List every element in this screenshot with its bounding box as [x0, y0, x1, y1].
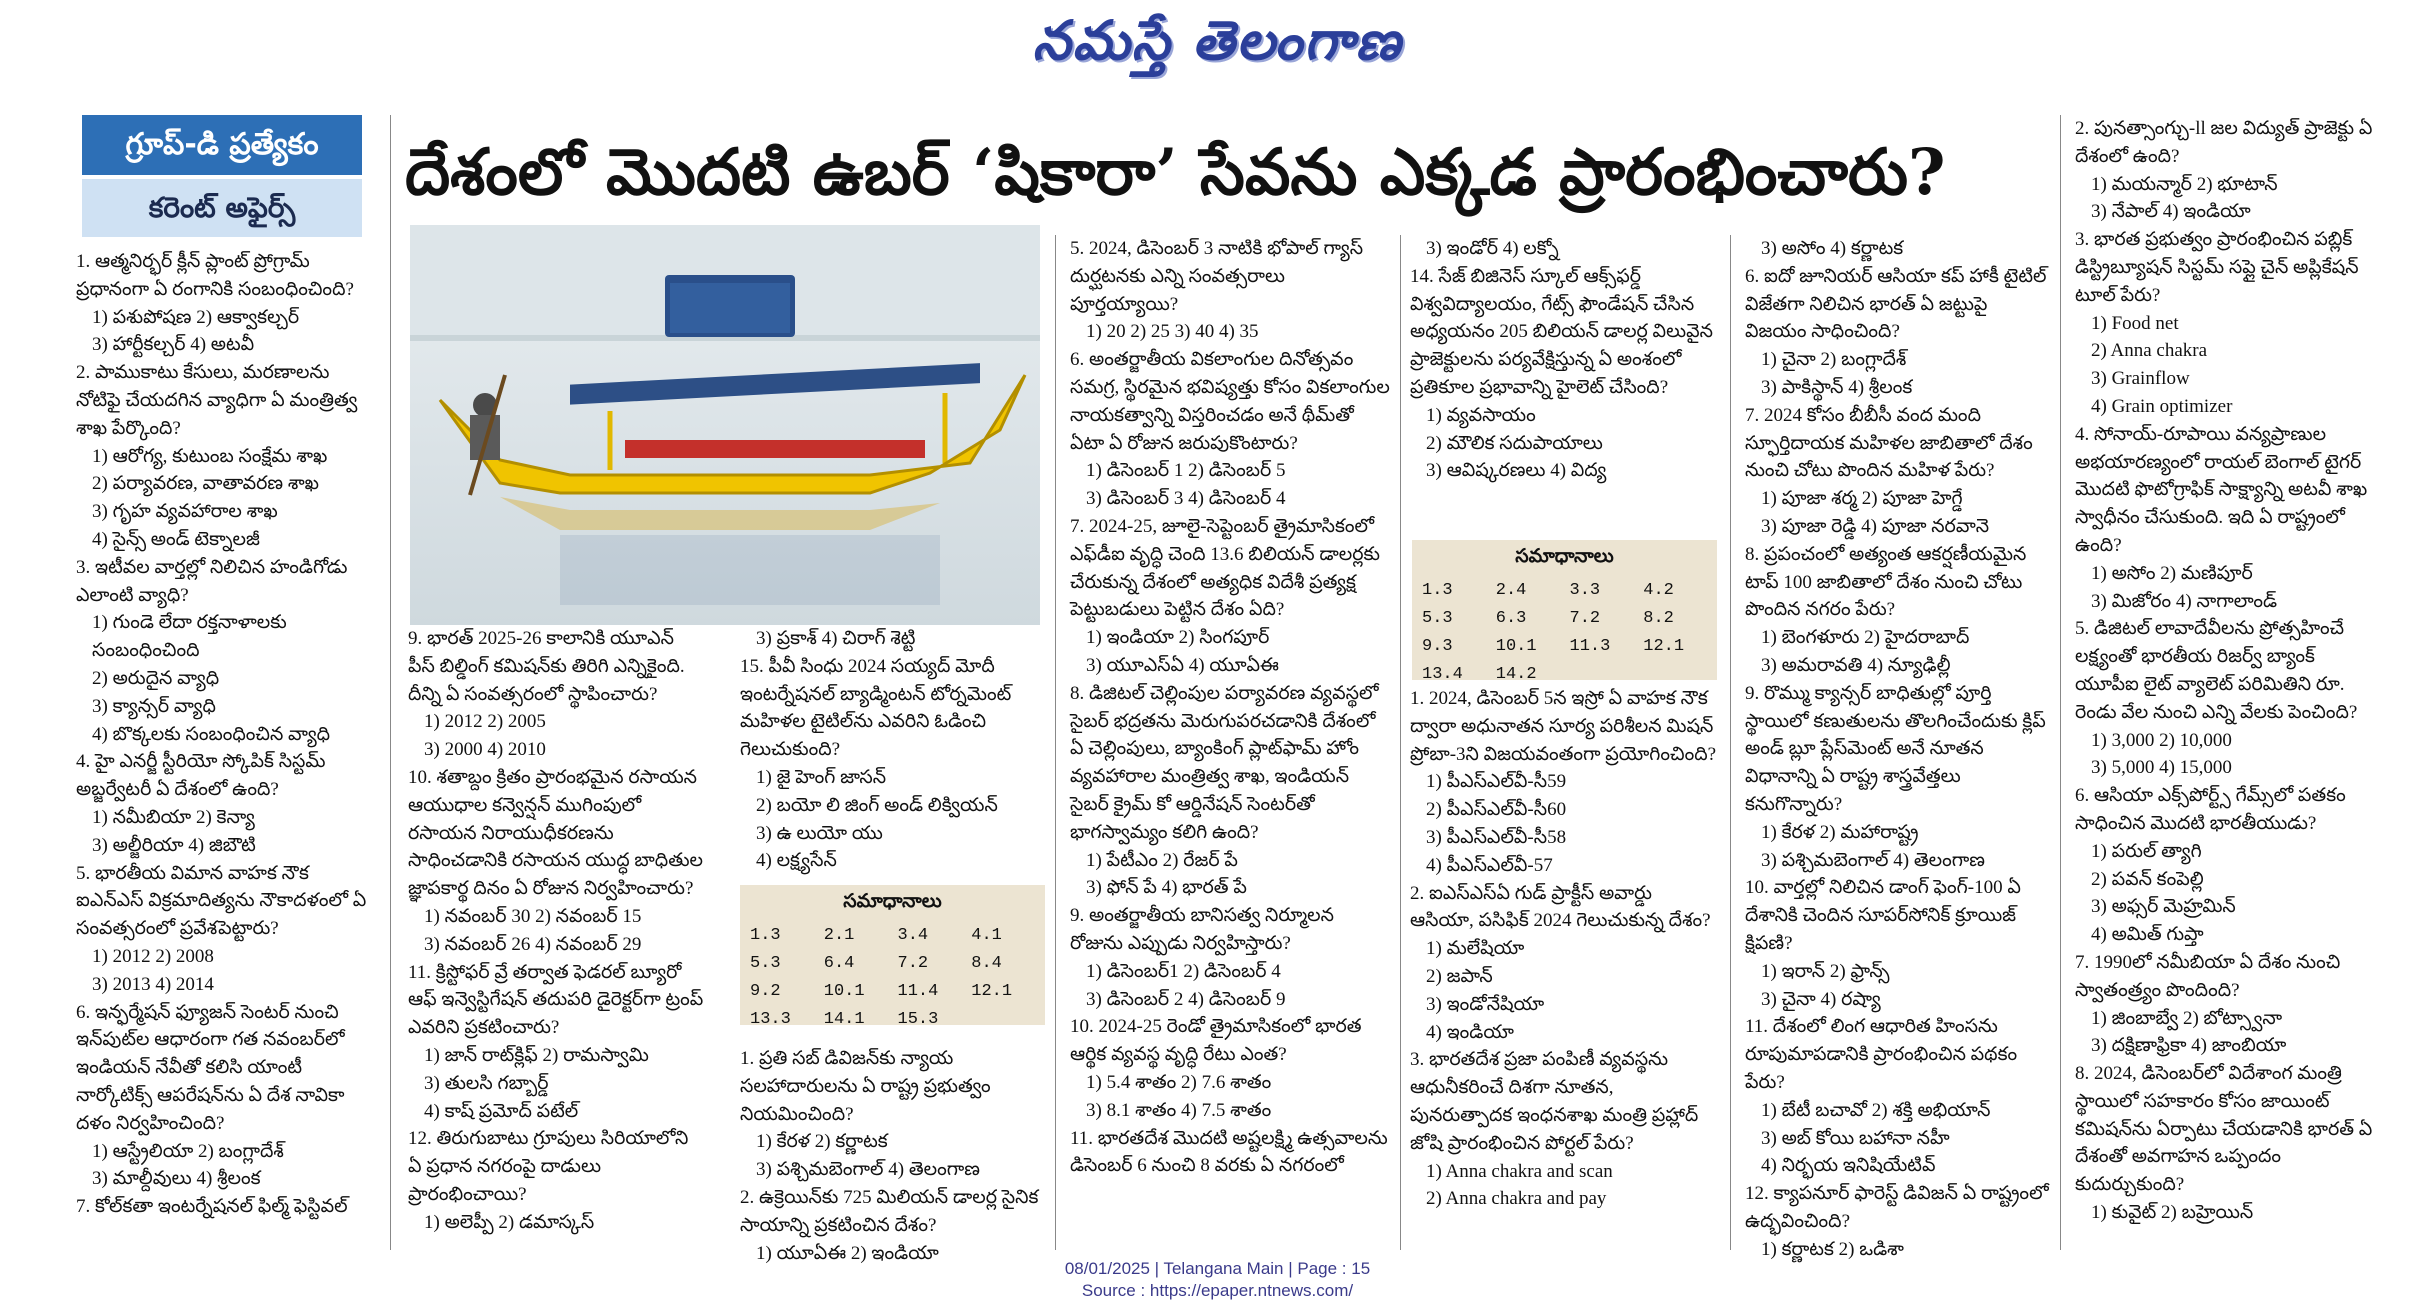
question-text: 6. అంతర్జాతీయ వికలాంగుల దినోత్సవం సమగ్ర, స్థిరమైన భవిష్యత్తు కోసం వికలాంగుల నాయకత్వాన్ని విస్తరించడం అనే థీమ్‌తో ఏటా ఏ రోజున జరుపుకొంటారు?	[1070, 349, 1390, 454]
question-block	[1070, 235, 1390, 346]
footer	[0, 1258, 2435, 1302]
masthead-title: నమస్తే తెలంగాణ	[1032, 8, 1403, 72]
option-text: 1) Anna chakra and scan	[1426, 1160, 1613, 1182]
answer-cell: 6.4	[823, 953, 855, 973]
question-block	[76, 248, 376, 359]
answer-cell: 1.3	[750, 925, 781, 945]
column-rule	[390, 115, 391, 1250]
option-text: 3) క్యాన్సర్ వ్యాధి	[92, 695, 216, 717]
question-block	[740, 625, 1045, 653]
column-3	[740, 625, 1045, 875]
answer-cell	[1643, 660, 1717, 688]
question-block	[1070, 1125, 1390, 1181]
option-text: 1) బెంగళూరు 2) హైదరాబాద్	[1761, 627, 1970, 649]
answer-cell: 15.3	[897, 1009, 939, 1029]
answer-cell: 7.2	[897, 953, 929, 973]
option-text: 3) పశ్చిమబెంగాల్ 4) తెలంగాణ	[1761, 849, 1985, 871]
question-text: 5. 2024, డిసెంబర్ 3 నాటికి భోపాల్ గ్యాస్ దుర్ఘటనకు ఎన్ని సంవత్సరాలు పూర్తయ్యాయి?	[1070, 238, 1364, 315]
column-5	[1410, 235, 1720, 535]
option-text: 4) పీఎస్ఎల్‌వీ-57	[1426, 854, 1553, 876]
question-text: 4. హై ఎనర్జీ స్టీరియో స్కోపిక్ సిస్టమ్ అబ్జర్వేటరీ ఏ దేశంలో ఉంది?	[76, 751, 326, 801]
option-text: 1) కేరళ 2) కర్ణాటక	[756, 1131, 888, 1153]
question-text: 1. ఆత్మనిర్భర్ క్లీన్ ప్లాంట్ ప్రోగ్రామ్ ప్రధానంగా ఏ రంగానికి సంబంధించింది?	[76, 251, 354, 300]
option-text: 2) బయో లి జింగ్ అండ్ లిక్వియన్	[756, 794, 998, 816]
answer-cell: 14.1	[823, 1009, 865, 1029]
answer-cell: 11.3	[1569, 636, 1611, 656]
option-text: 1) డిసెంబర్1 2) డిసెంబర్ 4	[1086, 960, 1281, 982]
column-1	[76, 248, 376, 1248]
answer-cell: 9.2	[750, 981, 781, 1001]
option-text: 1) కర్ణాటక 2) ఒడిశా	[1761, 1238, 1904, 1260]
question-block	[1745, 541, 2050, 680]
option-text: 3) ఇండోర్ 4) లక్నో	[1426, 238, 1559, 259]
option-text: 2) పీఎస్ఎల్‌వీ-సీ60	[1426, 799, 1567, 821]
kicker-line1: గ్రూప్-డి ప్రత్యేకం	[82, 115, 362, 175]
question-block	[408, 764, 704, 959]
question-block	[76, 1193, 376, 1221]
question-text: 7. కోల్‌కతా ఇంటర్నేషనల్ ఫిల్మ్ ఫెస్టివల్	[76, 1196, 348, 1218]
question-block	[1410, 235, 1720, 263]
option-text: 3) Grainflow	[2091, 368, 2190, 390]
option-text: 1) పేటీఎం 2) రేజర్ పే	[1086, 849, 1238, 871]
answer-cell: 12.1	[1643, 636, 1685, 656]
answers-row	[750, 921, 1045, 949]
option-text: 3) దక్షిణాఫ్రికా 4) జాంబియా	[2091, 1035, 2287, 1057]
option-text: 1) ఇరాన్ 2) ఫ్రాన్స్	[1761, 960, 1890, 982]
option-text: 3) అమరావతి 4) న్యూఢిల్లీ	[1761, 654, 1951, 676]
option-text: 3) నవంబర్ 26 4) నవంబర్ 29	[424, 933, 642, 955]
question-text: 8. 2024, డిసెంబర్‌లో విదేశాంగ మంత్రి స్థాయిలో సహకారం కోసం జాయింట్ కమిషన్‌ను ఏర్పాటు చేయడానికి భారత్ ఏ దేశంతో అవగాహన ఒప్పందం కుదుర్చుకుంది?	[2075, 1063, 2373, 1196]
option-text: 3) అల్జీరియా 4) జిబౌటి	[92, 834, 256, 856]
answer-cell: 13.3	[750, 1009, 791, 1029]
option-text: 3) అసోం 4) కర్ణాటక	[1761, 238, 1904, 259]
footer-source-line: Source : https://epaper.ntnews.com/	[1081, 1281, 1354, 1300]
question-list	[740, 625, 1045, 875]
answer-cell: 5.3	[1422, 608, 1453, 628]
question-text: 2. ఉక్రెయిన్‌కు 725 మిలియన్ డాలర్ల సైనిక సాయాన్ని ప్రకటించిన దేశం?	[740, 1186, 1039, 1236]
option-text: 3) ప్రకాశ్ 4) చిరాగ్ శెట్టి	[756, 628, 916, 649]
question-text: 15. పీవీ సింధు 2024 సయ్యద్ మోదీ ఇంటర్నేషనల్ బ్యాడ్మింటన్ టోర్నమెంట్ మహిళల టైటిల్‌ను ఎవరిని ఓడించి గెలుచుకుంది?	[740, 655, 1012, 761]
answer-cell: 4.2	[1643, 580, 1674, 600]
option-text: 2) పర్యావరణ, వాతావరణ శాఖ	[92, 473, 319, 495]
question-block	[2075, 1060, 2380, 1227]
question-block	[76, 860, 376, 999]
option-text: 2) మౌలిక సదుపాయాలు	[1426, 432, 1603, 454]
option-text: 3) పాకిస్థాన్ 4) శ్రీలంక	[1761, 376, 1913, 398]
option-text: 1) యూఏఈ 2) ఇండియా	[756, 1242, 939, 1264]
question-block	[1070, 1013, 1390, 1124]
column-rule	[1055, 235, 1056, 1250]
column-3b	[740, 1045, 1045, 1264]
question-block	[408, 1125, 704, 1236]
section-kicker	[82, 115, 362, 245]
question-text: 6. ఐదో జూనియర్ ఆసియా కప్ హాకీ టైటిల్ విజేతగా నిలిచిన భారత్ ఏ జట్టుపై విజయం సాధించింది?	[1745, 265, 2047, 343]
option-text: 1) 2012 2) 2008	[92, 945, 214, 967]
column-6	[1745, 235, 2050, 1260]
question-block	[2075, 421, 2380, 616]
answer-cell	[971, 1005, 1045, 1033]
question-text: 1. ప్రతి సబ్ డివిజన్‌కు న్యాయ సలహాదారులను ఏ రాష్ట్ర ప్రభుత్వం నియమించింది?	[740, 1048, 991, 1125]
answers-row	[750, 1005, 1045, 1033]
answer-cell: 14.2	[1495, 664, 1537, 684]
option-text: 3) 5,000 4) 15,000	[2091, 757, 2232, 779]
option-text: 3) హార్టీకల్చర్ 4) అటవీ	[92, 334, 255, 356]
question-text: 11. భారతదేశ మొదటి అష్టలక్ష్మి ఉత్సవాలను డిసెంబర్ 6 నుంచి 8 వరకు ఏ నగరంలో	[1070, 1127, 1388, 1177]
question-list	[2075, 115, 2380, 1227]
option-text: 3) అఫ్సర్ మెహ్రమిన్	[2091, 896, 2236, 918]
option-text: 1) మలేషియా	[1426, 938, 1525, 960]
question-text: 9. భారత్ 2025-26 కాలానికి యూఎన్ పీస్ బిల్డింగ్ కమిషన్‌కు తిరిగి ఎన్నికైంది. దీన్ని ఏ సంవత్సరంలో స్థాపించారు?	[408, 628, 685, 705]
option-text: 4) నిర్భయ ఇనిషియేటివ్	[1761, 1155, 1936, 1177]
question-list	[740, 1045, 1045, 1267]
option-text: 1) బేటీ బచావో 2) శక్తి అభియాన్	[1761, 1099, 1991, 1121]
option-text: 1) అలెప్పీ 2) డమాస్కస్	[424, 1211, 595, 1233]
option-text: 3) గృహ వ్యవహారాల శాఖ	[92, 501, 278, 523]
column-rule	[1400, 235, 1401, 1250]
option-text: 3) మిజోరం 4) నాగాలాండ్	[2091, 590, 2278, 612]
question-block	[740, 1184, 1045, 1267]
column-7	[2075, 115, 2380, 1250]
option-text: 1) జాన్ రాట్‌క్లిఫ్ 2) రామస్వామి	[424, 1044, 649, 1066]
question-block	[1745, 235, 2050, 263]
answers-table	[750, 921, 1045, 1033]
question-text: 10. వార్తల్లో నిలిచిన డాంగ్ ఫెంగ్-100 ఏ దేశానికి చెందిన సూపర్‌సోనిక్ క్రూయిజ్ క్షిపణి?	[1745, 877, 2021, 954]
answer-cell: 12.1	[971, 981, 1013, 1001]
question-block	[1745, 402, 2050, 541]
question-block	[1745, 263, 2050, 402]
option-text: 3) నేపాల్ 4) ఇండియా	[2091, 201, 2251, 223]
answer-cell: 2.1	[823, 925, 855, 945]
question-block	[1070, 346, 1390, 513]
option-text: 3) పూజా రెడ్డి 4) పూజా నరవానె	[1761, 515, 1990, 537]
question-text: 8. డిజిటల్ చెల్లింపుల పర్యావరణ వ్యవస్థలో సైబర్ భద్రతను మెరుగుపరచడానికి దేశంలో ఏ చెల్లింపులు, బ్యాంకింగ్ ప్లాట్‌ఫామ్ హోం వ్యవహారాల మంత్రిత్వ శాఖ, ఇండియన్ సైబర్ క్రైమ్ కో ఆర్డినేషన్ సెంటర్‌తో భాగస్వామ్యం కలిగి ఉంది?	[1070, 682, 1379, 843]
shikara-photo	[410, 225, 1040, 625]
question-block	[1410, 1046, 1720, 1213]
option-text: 1) పీఎస్ఎల్‌వీ-సీ59	[1426, 771, 1567, 793]
question-block	[1070, 513, 1390, 680]
kicker-line2: కరెంట్ అఫైర్స్	[82, 179, 362, 237]
option-text: 4) సైన్స్ అండ్ టెక్నాలజీ	[92, 528, 260, 550]
option-text: 3) ఇండోనేషియా	[1426, 993, 1545, 1015]
question-list	[1070, 235, 1390, 1180]
option-text: 1) Food net	[2091, 312, 2179, 334]
question-block	[408, 959, 704, 1126]
option-text: 3) ఆవిష్కరణలు 4) విద్య	[1426, 460, 1607, 482]
option-text: 1) నవంబర్ 30 2) నవంబర్ 15	[424, 905, 642, 927]
answer-cell: 3.3	[1569, 580, 1601, 600]
option-text: 3) ఉ లుయో యు	[756, 822, 883, 844]
question-list	[76, 248, 376, 1221]
answer-cell: 8.4	[971, 953, 1002, 973]
question-text: 2. పాముకాటు కేసులు, మరణాలను నోటిఫై చేయదగిన వ్యాధిగా ఏ మంత్రిత్వ శాఖ పేర్కొంది?	[76, 362, 358, 439]
question-text: 12. తిరుగుబాటు గ్రూపులు సిరియాలోని ఏ ప్రధాన నగరంపై దాడులు ప్రారంభించాయి?	[408, 1128, 689, 1205]
option-text: 1) నమీబియా 2) కెన్యా	[92, 806, 255, 828]
question-block	[1070, 680, 1390, 902]
option-text: 1) 5.4 శాతం 2) 7.6 శాతం	[1086, 1071, 1272, 1093]
answers-row	[1422, 576, 1717, 604]
answer-cell: 9.3	[1422, 636, 1453, 656]
option-text: 1) పరుల్ త్యాగి	[2091, 840, 2202, 862]
question-text: 3. ఇటీవల వార్తల్లో నిలిచిన హండిగోడు ఎలాంటి వ్యాధి?	[76, 556, 348, 606]
question-text: 1. 2024, డిసెంబర్ 5న ఇస్రో ఏ వాహక నౌక ద్వారా అధునాతన సూర్య పరిశీలన మిషన్ ప్రోబా-3ని విజయవంతంగా ప్రయోగించింది?	[1410, 688, 1717, 765]
option-text: 1) చైనా 2) బంగ్లాదేశ్	[1761, 349, 1907, 371]
question-text: 9. రొమ్ము క్యాన్సర్ బాధితుల్లో పూర్తి స్థాయిలో కణుతులను తొలగించేందుకు క్లిప్ అండ్ బ్లూ ప్లేస్‌మెంట్ అనే నూతన విధానాన్ని ఏ రాష్ట్ర శాస్త్రవేత్తలు కనుగొన్నారు?	[1745, 682, 2046, 815]
option-text: 1) కువైట్ 2) బహ్రెయిన్	[2091, 1202, 2254, 1224]
question-block	[2075, 226, 2380, 421]
option-text: 3) 8.1 శాతం 4) 7.5 శాతం	[1086, 1099, 1272, 1121]
question-text: 8. ప్రపంచంలో అత్యంత ఆకర్షణీయమైన టాప్ 100 జాబితాలో దేశం నుంచి చోటు పొందిన నగరం పేరు?	[1745, 543, 2027, 621]
question-block	[76, 359, 376, 554]
option-text: 4) ఇండియా	[1426, 1021, 1514, 1043]
question-text: 9. అంతర్జాతీయ బానిసత్వ నిర్మూలన రోజును ఎప్పుడు నిర్వహిస్తారు?	[1070, 905, 1334, 954]
option-text: 3) చైనా 4) రష్యా	[1761, 988, 1881, 1010]
answer-cell: 6.3	[1495, 608, 1527, 628]
answers-row	[1422, 660, 1717, 688]
answers-title: సమాధానాలు	[843, 891, 942, 912]
answer-cell: 10.1	[823, 981, 865, 1001]
option-text: 1) 3,000 2) 10,000	[2091, 729, 2232, 751]
question-text: 6. ఆసియా ఎక్స్‌పోర్ట్స్ గేమ్స్‌లో పతకం సాధించిన మొదటి భారతీయుడు?	[2075, 785, 2346, 834]
option-text: 3) మాల్దీవులు 4) శ్రీలంక	[92, 1168, 261, 1190]
answer-cell: 10.1	[1495, 636, 1537, 656]
option-text: 2) పవన్ కంపెల్లి	[2091, 868, 2204, 890]
question-text: 3. భారతదేశ ప్రజా పంపిణీ వ్యవస్థను ఆధునీకరించే దిశగా నూతన, పునరుత్పాదక ఇంధనశాఖ మంత్రి ప్రహ్లాద్ జోషి ప్రారంభించిన పోర్టల్ పేరు?	[1410, 1049, 1699, 1154]
option-text: 4) Grain optimizer	[2091, 395, 2233, 417]
answer-cell: 4.1	[971, 925, 1002, 945]
option-text: 1) ఆరోగ్య, కుటుంబ సంక్షేమ శాఖ	[92, 445, 328, 467]
footer-date-line: 08/01/2025 | Telangana Main | Page : 15	[1064, 1259, 1371, 1278]
option-text: 4) కాష్ ప్రమోద్ పటేల్	[424, 1100, 579, 1122]
question-text: 10. శతాబ్దం క్రితం ప్రారంభమైన రసాయన ఆయుధాల కన్వెన్షన్ ముగింపులో రసాయన నిరాయుధీకరణను సాధించడానికి రసాయన యుద్ధ బాధితుల జ్ఞాపకార్థ దినం ఏ రోజున నిర్వహించారు?	[408, 766, 704, 900]
answers-row	[1422, 604, 1717, 632]
question-block	[2075, 115, 2380, 226]
option-text: 3) యూఎస్ఏ 4) యూఏఈ	[1086, 654, 1279, 676]
column-4	[1070, 235, 1390, 1250]
masthead	[0, 8, 2435, 80]
answer-cell: 2.4	[1495, 580, 1527, 600]
option-text: 3) పశ్చిమబెంగాల్ 4) తెలంగాణ	[756, 1159, 980, 1181]
column-5b	[1410, 685, 1720, 1250]
question-text: 6. ఇన్ఫర్మేషన్ ఫ్యూజన్ సెంటర్ నుంచి ఇన్‌పుట్‌ల ఆధారంగా గత నవంబర్‌లో ఇండియన్ నేవీతో కలిసి యాంటీ నార్కోటిక్స్ ఆపరేషన్‌ను ఏ దేశ నావికా దళం నిర్వహించింది?	[76, 1001, 345, 1134]
option-text: 3) ఫోన్ పే 4) భారత్ పే	[1086, 877, 1247, 899]
option-text: 3) డిసెంబర్ 2 4) డిసెంబర్ 9	[1086, 988, 1286, 1010]
question-block	[1745, 1013, 2050, 1180]
answer-cell	[1570, 660, 1644, 688]
question-block	[1410, 263, 1720, 485]
question-block	[2075, 782, 2380, 949]
option-text: 3) తులసి గబ్బార్డ్	[424, 1072, 549, 1094]
column-rule	[2060, 115, 2061, 1250]
question-block	[1410, 685, 1720, 880]
column-rule	[1730, 235, 1731, 1250]
question-text: 7. 1990లో నమీబియా ఏ దేశం నుంచి స్వాతంత్ర్యం పొందింది?	[2075, 951, 2341, 1001]
question-text: 5. భారతీయ విమాన వాహక నౌక ఐఎన్ఎస్ విక్రమాదిత్యను నౌకాదళంలో ఏ సంవత్సరంలో ప్రవేశపెట్టారు?	[76, 862, 367, 940]
answers-box-2	[1412, 540, 1717, 684]
answer-cell: 7.2	[1569, 608, 1601, 628]
option-text: 1) వ్యవసాయం	[1426, 404, 1536, 426]
option-text: 3) పీఎస్ఎల్‌వీ-సీ58	[1426, 826, 1567, 848]
answers-box-1	[740, 885, 1045, 1029]
question-text: 11. దేశంలో లింగ ఆధారిత హింసను రూపుమాపడానికి ప్రారంభించిన పథకం పేరు?	[1745, 1016, 2018, 1093]
option-text: 3) 2013 4) 2014	[92, 973, 214, 995]
option-text: 1) జై హెంగ్ జాసన్	[756, 766, 887, 788]
option-text: 1) 20 2) 25 3) 40 4) 35	[1086, 321, 1259, 343]
question-block	[1070, 902, 1390, 1013]
answers-row	[750, 949, 1045, 977]
option-text: 4) లక్ష్యసేన్	[756, 850, 837, 872]
question-text: 3. భారత ప్రభుత్వం ప్రారంభించిన పబ్లిక్ డిస్ట్రిబ్యూషన్ సిస్టమ్ సప్లై చైన్ అప్లికేషన్ టూల్ పేరు?	[2075, 229, 2359, 306]
question-block	[1745, 1180, 2050, 1263]
question-block	[76, 999, 376, 1194]
question-list	[408, 625, 704, 1237]
question-text: 7. 2024-25, జూలై-సెప్టెంబర్ త్రైమాసికంలో ఎఫ్‌డీఐ వృద్ధి చెంది 13.6 బిలియన్ డాలర్లకు చేరుకున్న దేశంలో అత్యధిక విదేశీ ప్రత్యక్ష పెట్టుబడులు పెట్టిన దేశం ఏది?	[1070, 515, 1381, 621]
answer-cell: 11.4	[897, 981, 939, 1001]
answers-row	[1422, 632, 1717, 660]
option-text: 2) Anna chakra and pay	[1426, 1188, 1607, 1210]
question-block	[1745, 680, 2050, 875]
answers-table	[1422, 576, 1717, 688]
option-text: 3) అబ్ కోయి బహానా నహీ	[1761, 1127, 1950, 1149]
answer-cell: 5.3	[750, 953, 781, 973]
question-block	[1410, 880, 1720, 1047]
option-text: 1) మయన్మార్ 2) భూటాన్	[2091, 173, 2278, 195]
option-text: 1) పశుపోషణ 2) ఆక్వాకల్చర్	[92, 306, 300, 328]
question-text: 7. 2024 కోసం బీబీసీ వంద మంది స్ఫూర్తిదాయక మహిళల జాబితాలో దేశం నుంచి చోటు పొందిన మహిళ పేరు?	[1745, 404, 2033, 482]
answer-cell: 8.2	[1643, 608, 1674, 628]
answers-row	[750, 977, 1045, 1005]
question-block	[76, 748, 376, 859]
answer-cell: 3.4	[897, 925, 929, 945]
option-text: 1) 2012 2) 2005	[424, 711, 546, 733]
option-text: 2) Anna chakra	[2091, 340, 2208, 362]
question-text: 12. క్యాపనూర్ ఫారెస్ట్ డివిజన్ ఏ రాష్ట్రంలో ఉద్భవించింది?	[1745, 1183, 2049, 1232]
answers-title: సమాధానాలు	[1515, 546, 1614, 567]
option-text: 4) అమిత్ గుప్తా	[2091, 924, 2204, 946]
option-text: 4) బొక్కలకు సంబంధించిన వ్యాధి	[92, 723, 331, 745]
option-text: 1) జింబాబ్వే 2) బోట్స్వానా	[2091, 1007, 2283, 1029]
option-text: 1) అసోం 2) మణిపూర్	[2091, 562, 2253, 584]
option-text: 1) పూజా శర్మ 2) పూజా హెగ్డే	[1761, 488, 1963, 510]
headline: దేశంలో మొదటి ఉబర్ ‘షికారా’ సేవను ఎక్కడ ప్రారంభించారు?	[405, 135, 1946, 210]
question-text: 4. సోనాయ్-రూపాయి వన్యప్రాణుల అభయారణ్యంలో రాయల్ బెంగాల్ టైగర్ మొదటి ఫొటోగ్రాఫిక్ సాక్ష్యాన్ని అటవీ శాఖ స్వాధీనం చేసుకుంది. ఇది ఏ రాష్ట్రంలో ఉంది?	[2075, 423, 2368, 556]
question-block	[408, 625, 704, 764]
question-block	[2075, 949, 2380, 1060]
option-text: 1) కేరళ 2) మహారాష్ట్ర	[1761, 821, 1919, 843]
question-block	[76, 554, 376, 749]
question-block	[1745, 874, 2050, 1013]
question-block	[740, 653, 1045, 875]
shikara-boat-image	[410, 225, 1040, 625]
column-2	[408, 625, 704, 1250]
answer-cell: 1.3	[1422, 580, 1453, 600]
option-text: 1) ఇండియా 2) సింగపూర్	[1086, 627, 1270, 649]
question-text: 10. 2024-25 రెండో త్రైమాసికంలో భారత ఆర్థిక వ్యవస్థ వృద్ధి రేటు ఎంత?	[1070, 1016, 1362, 1066]
option-text: 1) డిసెంబర్ 1 2) డిసెంబర్ 5	[1086, 460, 1286, 482]
question-text: 11. క్రిస్టోఫర్ వ్రే తర్వాత ఫెడరల్ బ్యూరో ఆఫ్ ఇన్వెస్టిగేషన్ తదుపరి డైరెక్టర్‌గా ట్రంప్ ఎవరిని ప్రకటించారు?	[408, 961, 704, 1039]
answer-cell: 13.4	[1422, 664, 1463, 684]
option-text: 3) 2000 4) 2010	[424, 739, 546, 761]
question-list	[1410, 685, 1720, 1213]
option-text: 2) జపాన్	[1426, 965, 1493, 987]
option-text: 2) అరుదైన వ్యాధి	[92, 667, 220, 689]
option-text: 1) గుండె లేదా రక్తనాళాలకు సంబంధించింది	[92, 612, 287, 662]
option-text: 1) ఆస్ట్రేలియా 2) బంగ్లాదేశ్	[92, 1140, 284, 1162]
question-list	[1745, 235, 2050, 1263]
question-block	[740, 1045, 1045, 1184]
option-text: 3) డిసెంబర్ 3 4) డిసెంబర్ 4	[1086, 488, 1286, 510]
question-text: 2. ఐఎస్ఎస్ఏ గుడ్ ప్రాక్టీస్ అవార్డు ఆసియా, పసిఫిక్ 2024 గెలుచుకున్న దేశం?	[1410, 882, 1711, 932]
question-text: 5. డిజిటల్ లావాదేవీలను ప్రోత్సహించే లక్ష్యంతో భారతీయ రిజర్వ్ బ్యాంక్ యూపీఐ లైట్ వ్యాలెట్ పరిమితిని రూ. రెండు వేల నుంచి ఎన్ని వేలకు పెంచింది?	[2075, 618, 2358, 723]
question-block	[2075, 615, 2380, 782]
question-text: 14. సేజ్ బిజినెస్ స్కూల్ ఆక్స్‌ఫర్డ్ విశ్వవిద్యాలయం, గేట్స్ ఫౌండేషన్ చేసిన అధ్యయనం 205 బిలియన్ డాలర్ల విలువైన ప్రాజెక్టులను పర్యవేక్షిస్తున్న ఏ అంశంలో ప్రతికూల ప్రభావాన్ని హైలెట్ చేసింది?	[1410, 265, 1713, 398]
question-text: 2. పునత్సాంగ్చు-ll జల విద్యుత్ ప్రాజెక్టు ఏ దేశంలో ఉంది?	[2075, 118, 2373, 167]
question-list	[1410, 235, 1720, 485]
